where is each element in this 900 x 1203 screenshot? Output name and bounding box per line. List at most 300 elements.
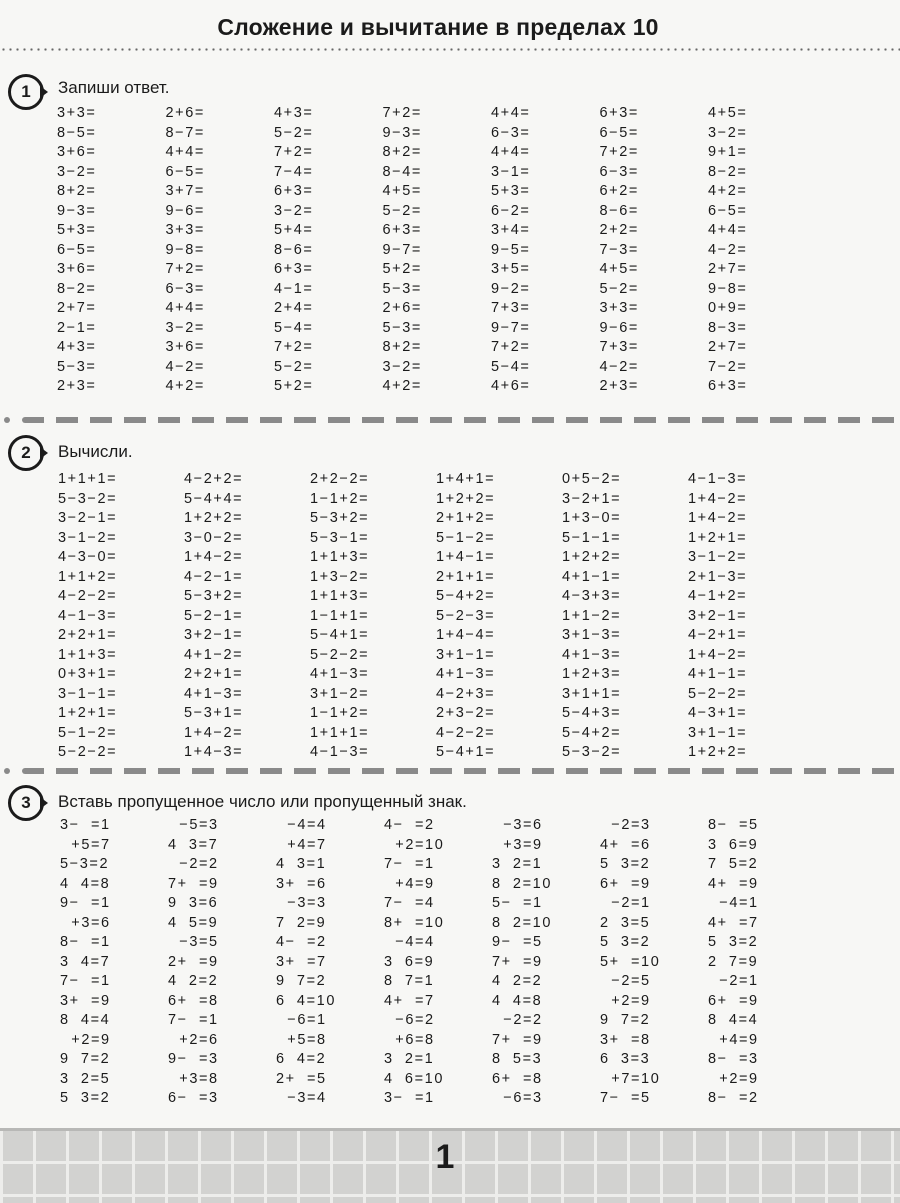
exercise: 5−4+2= bbox=[562, 724, 622, 741]
exercise: 9−3= bbox=[57, 202, 97, 219]
exercise: 5 3=2 bbox=[708, 934, 759, 950]
exercise: 3 2=5 bbox=[60, 1070, 111, 1087]
exercise: 2+3= bbox=[57, 378, 97, 394]
exercise: 9−8= bbox=[165, 241, 205, 258]
exercise: 6 3=3 bbox=[600, 1051, 651, 1067]
exercise: 8+2= bbox=[382, 144, 422, 160]
exercise: 1+4−4= bbox=[436, 627, 496, 643]
exercise: 3+1−1= bbox=[436, 646, 496, 663]
exercise: 4 3=1 bbox=[276, 856, 327, 872]
exercise: 6 4=10 bbox=[276, 992, 336, 1009]
exercise: 3+ =6 bbox=[276, 875, 327, 892]
exercise: 4−2−1= bbox=[184, 568, 244, 585]
exercise: 2+1+2= bbox=[436, 510, 496, 526]
exercise: 3 6=9 bbox=[384, 953, 435, 970]
exercise: 3−1−1= bbox=[58, 685, 118, 702]
exercise: 1+2+2= bbox=[436, 490, 496, 507]
exercise: 1+4−2= bbox=[184, 724, 244, 741]
exercise: 4−1+2= bbox=[688, 588, 748, 604]
exercise: −2=2 bbox=[168, 856, 219, 872]
exercise: 6 4=2 bbox=[276, 1051, 327, 1067]
exercise: 8− =1 bbox=[60, 934, 111, 950]
exercise: 1+2+2= bbox=[688, 744, 748, 760]
exercise: −6=1 bbox=[276, 1012, 327, 1028]
exercise: 2+ =5 bbox=[276, 1070, 327, 1087]
exercise: 4+1−2= bbox=[184, 646, 244, 663]
exercise: 4+6= bbox=[491, 378, 531, 394]
exercise: 3+5= bbox=[491, 261, 531, 277]
exercise: 4−1−3= bbox=[58, 607, 118, 624]
exercise: 5+4= bbox=[274, 222, 314, 238]
exercise: 1−1+2= bbox=[310, 705, 370, 721]
exercise: 2+2+1= bbox=[184, 666, 244, 682]
exercise: 5−4= bbox=[491, 358, 531, 375]
exercise: 2+7= bbox=[57, 300, 97, 316]
exercise: 6+ =8 bbox=[168, 992, 219, 1009]
exercise: 3− =1 bbox=[60, 817, 111, 833]
exercise: 8−4= bbox=[382, 163, 422, 180]
exercise: −3=4 bbox=[276, 1090, 327, 1106]
exercise: 9−6= bbox=[165, 202, 205, 219]
exercise: 3+2−1= bbox=[184, 627, 244, 643]
exercise: 7 5=2 bbox=[708, 856, 759, 872]
exercise: 5−2−3= bbox=[436, 607, 496, 624]
exercise: 6+ =8 bbox=[492, 1070, 543, 1087]
exercise: 3−2= bbox=[274, 202, 314, 219]
task-1-instruction: Запиши ответ. bbox=[58, 78, 170, 97]
exercise: 3+6= bbox=[165, 339, 205, 355]
exercise: 2+1−3= bbox=[688, 568, 748, 585]
exercise: +5=7 bbox=[60, 836, 111, 853]
exercise: 3+1+1= bbox=[562, 685, 622, 702]
exercise: 3 2=1 bbox=[384, 1051, 435, 1067]
exercise: 3+3= bbox=[599, 300, 639, 316]
exercise: 4− =2 bbox=[384, 817, 435, 833]
exercise: 4+4= bbox=[165, 300, 205, 316]
exercise: 4+1−3= bbox=[436, 666, 496, 682]
exercise: 3−2= bbox=[57, 163, 97, 180]
exercise: 8 5=3 bbox=[492, 1051, 543, 1067]
exercise: 9− =3 bbox=[168, 1051, 219, 1067]
exercise: +2=9 bbox=[60, 1031, 111, 1048]
exercise: 4−1−3= bbox=[310, 744, 370, 760]
exercise: 3+6= bbox=[57, 261, 97, 277]
exercise: +2=9 bbox=[600, 992, 651, 1009]
exercise: 5+3= bbox=[491, 183, 531, 199]
exercise: 4−1−3= bbox=[688, 471, 748, 487]
task-2-exercise-grid bbox=[58, 470, 814, 763]
exercise: 5+3= bbox=[57, 222, 97, 238]
exercise: 7−3= bbox=[599, 241, 639, 258]
exercise: 3+1−2= bbox=[310, 685, 370, 702]
exercise: 4−2−2= bbox=[58, 588, 118, 604]
exercise: 7− =1 bbox=[168, 1012, 219, 1028]
exercise: 3−2−1= bbox=[58, 510, 118, 526]
exercise: 2+4= bbox=[274, 300, 314, 316]
exercise: 4+1−3= bbox=[562, 646, 622, 663]
section-divider bbox=[4, 768, 10, 774]
exercise: 4 4=8 bbox=[492, 992, 543, 1009]
exercise: 2+ =9 bbox=[168, 953, 219, 970]
exercise: 5−1−2= bbox=[58, 724, 118, 741]
exercise: 1+4−1= bbox=[436, 549, 496, 565]
exercise: 6−5= bbox=[57, 241, 97, 258]
exercise: 4 2=2 bbox=[492, 973, 543, 989]
exercise: 1+1+3= bbox=[58, 646, 118, 663]
exercise: 8−2= bbox=[708, 163, 748, 180]
exercise: +2=6 bbox=[168, 1031, 219, 1048]
exercise: 7 2=9 bbox=[276, 914, 327, 931]
exercise: 7+3= bbox=[599, 339, 639, 355]
page-number: 1 bbox=[435, 1138, 455, 1176]
exercise: +3=8 bbox=[168, 1070, 219, 1087]
exercise: 5−4+3= bbox=[562, 705, 622, 721]
exercise: 5−2= bbox=[599, 280, 639, 297]
exercise: 5+2= bbox=[274, 378, 314, 394]
exercise: 5−3=2 bbox=[60, 856, 110, 872]
exercise: 1+1+3= bbox=[310, 588, 370, 604]
exercise: 2+3= bbox=[599, 378, 639, 394]
exercise: 4−2−2= bbox=[436, 724, 496, 741]
exercise: 4+ =9 bbox=[708, 875, 759, 892]
exercise: 9 7=2 bbox=[60, 1051, 111, 1067]
exercise: 6−5= bbox=[599, 124, 639, 141]
exercise: 5−2−2= bbox=[310, 646, 370, 663]
exercise: 1−1+1= bbox=[310, 607, 370, 624]
exercise: 9−8= bbox=[708, 280, 748, 297]
task-2-number-badge: 2 bbox=[8, 435, 44, 471]
task-3-instruction: Вставь пропущенное число или пропущенный знак. bbox=[58, 792, 467, 811]
exercise: 3+1−3= bbox=[562, 627, 622, 643]
exercise: 3 2=1 bbox=[492, 856, 543, 872]
exercise: 8+ =10 bbox=[384, 914, 445, 931]
exercise: 5−2−2= bbox=[688, 685, 748, 702]
exercise: 3+ =7 bbox=[276, 953, 327, 970]
exercise: 4−1= bbox=[274, 280, 314, 297]
exercise: −2=5 bbox=[600, 973, 651, 989]
exercise: 6+2= bbox=[599, 183, 639, 199]
exercise: 4+4= bbox=[491, 144, 531, 160]
exercise: 2+6= bbox=[382, 300, 422, 316]
exercise: 5 3=2 bbox=[600, 856, 651, 872]
exercise: +4=9 bbox=[708, 1031, 759, 1048]
exercise: 7+2= bbox=[382, 105, 422, 121]
section-divider bbox=[22, 417, 898, 423]
exercise: 6−2= bbox=[491, 202, 531, 219]
exercise: 8− =3 bbox=[708, 1051, 759, 1067]
exercise: 8−2= bbox=[57, 280, 97, 297]
exercise: 6−5= bbox=[708, 202, 748, 219]
exercise: 4−2+3= bbox=[436, 685, 496, 702]
exercise: 1+4−3= bbox=[184, 744, 244, 760]
exercise: 4+4= bbox=[708, 222, 748, 238]
exercise: 5 3=2 bbox=[60, 1090, 111, 1106]
exercise: 4+1−3= bbox=[310, 666, 370, 682]
exercise: 5−4+4= bbox=[184, 490, 244, 507]
exercise: −6=3 bbox=[492, 1090, 543, 1106]
exercise: 7− =4 bbox=[384, 895, 435, 911]
exercise: 5−2= bbox=[382, 202, 422, 219]
exercise: 1+4+1= bbox=[436, 471, 496, 487]
exercise: 5−2−1= bbox=[184, 607, 244, 624]
exercise: 4 3=7 bbox=[168, 836, 219, 853]
exercise: 2+1+1= bbox=[436, 568, 496, 585]
exercise: 4+5= bbox=[599, 261, 639, 277]
exercise: 5−2−2= bbox=[58, 744, 118, 760]
exercise: 3 4=7 bbox=[60, 953, 111, 970]
exercise: 3−2= bbox=[382, 358, 422, 375]
exercise: 3−1= bbox=[491, 163, 531, 180]
exercise: 4 6=10 bbox=[384, 1070, 444, 1087]
exercise: 6+3= bbox=[274, 183, 314, 199]
exercise: 4−2= bbox=[708, 241, 748, 258]
exercise: 4−3−0= bbox=[58, 549, 118, 565]
exercise: −6=2 bbox=[384, 1012, 435, 1028]
task-3-number-badge: 3 bbox=[8, 785, 44, 821]
exercise: −2=1 bbox=[708, 973, 759, 989]
exercise: 4−2+2= bbox=[184, 471, 244, 487]
exercise: 7+2= bbox=[165, 261, 205, 277]
exercise: +5=8 bbox=[276, 1031, 327, 1048]
exercise: 5+2= bbox=[382, 261, 422, 277]
exercise: 8 4=4 bbox=[60, 1012, 111, 1028]
exercise: 6−3= bbox=[491, 124, 531, 141]
exercise: 5−3= bbox=[382, 280, 422, 297]
exercise: 3+2−1= bbox=[688, 607, 748, 624]
exercise: 4−2= bbox=[165, 358, 205, 375]
exercise: +7=10 bbox=[600, 1070, 661, 1087]
exercise: 4+5= bbox=[382, 183, 422, 199]
exercise: 5−2= bbox=[274, 124, 314, 141]
exercise: 1+1+3= bbox=[310, 549, 370, 565]
exercise: 2+2= bbox=[599, 222, 639, 238]
exercise: +4=7 bbox=[276, 836, 327, 853]
exercise: 2+3−2= bbox=[436, 705, 496, 721]
exercise: 6+3= bbox=[382, 222, 422, 238]
exercise: 4−3+3= bbox=[562, 588, 622, 604]
exercise: 1+4−2= bbox=[688, 510, 748, 526]
exercise: 4+1−1= bbox=[688, 666, 748, 682]
task-3-exercise-grid bbox=[60, 816, 816, 1109]
exercise: 6+3= bbox=[274, 261, 314, 277]
exercise: −5=3 bbox=[168, 817, 219, 833]
exercise: 4+3= bbox=[274, 105, 314, 121]
exercise: 5−2= bbox=[274, 358, 314, 375]
exercise: +6=8 bbox=[384, 1031, 435, 1048]
exercise: 6+3= bbox=[599, 105, 639, 121]
section-divider bbox=[22, 768, 898, 774]
exercise: 4 4=8 bbox=[60, 875, 111, 892]
exercise: 4−2= bbox=[599, 358, 639, 375]
exercise: 9 3=6 bbox=[168, 895, 219, 911]
exercise: 7+ =9 bbox=[168, 875, 219, 892]
exercise: −3=6 bbox=[492, 817, 543, 833]
exercise: 5−1−1= bbox=[562, 529, 622, 546]
exercise: 1+1−2= bbox=[562, 607, 622, 624]
exercise: 3+3= bbox=[57, 105, 97, 121]
exercise: −2=3 bbox=[600, 817, 651, 833]
exercise: 7+2= bbox=[274, 339, 314, 355]
exercise: 4+3= bbox=[57, 339, 97, 355]
exercise: 8−6= bbox=[274, 241, 314, 258]
exercise: 1+2+1= bbox=[58, 705, 118, 721]
exercise: 5−1−2= bbox=[436, 529, 496, 546]
exercise: 5−3−2= bbox=[562, 744, 622, 760]
exercise: 5−3+2= bbox=[310, 510, 370, 526]
exercise: 3+ =9 bbox=[60, 992, 111, 1009]
exercise: 2 3=5 bbox=[600, 914, 651, 931]
exercise: −3=5 bbox=[168, 934, 219, 950]
exercise: 4+2= bbox=[382, 378, 422, 394]
exercise: 1+2+2= bbox=[184, 510, 244, 526]
exercise: 7− =1 bbox=[384, 856, 435, 872]
exercise: 9−3= bbox=[382, 124, 422, 141]
exercise: 4− =2 bbox=[276, 934, 327, 950]
exercise: 8+2= bbox=[57, 183, 97, 199]
exercise: 5−3+2= bbox=[184, 588, 244, 604]
exercise: 1+4−2= bbox=[184, 549, 244, 565]
exercise: 7− =5 bbox=[600, 1090, 651, 1106]
exercise: 1+4−2= bbox=[688, 646, 748, 663]
exercise: 8+2= bbox=[382, 339, 422, 355]
exercise: 1−1+2= bbox=[310, 490, 370, 507]
exercise: 6−5= bbox=[165, 163, 205, 180]
exercise: 3+ =8 bbox=[600, 1031, 651, 1048]
exercise: 2+7= bbox=[708, 339, 748, 355]
exercise: 4−2+1= bbox=[688, 627, 748, 643]
exercise: 4+5= bbox=[708, 105, 748, 121]
exercise: 1+1+1= bbox=[310, 724, 370, 741]
exercise: 7+3= bbox=[491, 300, 531, 316]
exercise: −4=4 bbox=[384, 934, 435, 950]
exercise: 7+ =9 bbox=[492, 953, 543, 970]
exercise: −4=4 bbox=[276, 817, 327, 833]
exercise: 8− =2 bbox=[708, 1090, 759, 1106]
exercise: 6−3= bbox=[599, 163, 639, 180]
exercise: 4+ =6 bbox=[600, 836, 651, 853]
exercise: 8 7=1 bbox=[384, 973, 435, 989]
page-title: Сложение и вычитание в пределах 10 bbox=[217, 14, 659, 40]
exercise: 0+5−2= bbox=[562, 471, 622, 487]
exercise: 7− =1 bbox=[60, 973, 111, 989]
exercise: 7−2= bbox=[708, 358, 748, 375]
exercise: 5−4+1= bbox=[310, 627, 370, 643]
exercise: 4+1−3= bbox=[184, 685, 244, 702]
exercise: 7−4= bbox=[274, 163, 314, 180]
exercise: 5+ =10 bbox=[600, 953, 661, 970]
exercise: 7+2= bbox=[491, 339, 531, 355]
task-1-number-badge: 1 bbox=[8, 74, 44, 110]
exercise: 5−4+1= bbox=[436, 744, 496, 760]
exercise: 4+ =7 bbox=[708, 914, 759, 931]
exercise: 3+6= bbox=[57, 144, 97, 160]
exercise: 9−5= bbox=[491, 241, 531, 258]
exercise: +3=6 bbox=[60, 914, 111, 931]
exercise: 8−7= bbox=[165, 124, 205, 141]
exercise: 4+4= bbox=[165, 144, 205, 160]
exercise: 9 7=2 bbox=[600, 1012, 651, 1028]
exercise: 9−2= bbox=[491, 280, 531, 297]
title-divider bbox=[0, 48, 900, 51]
exercise: 5−3= bbox=[57, 358, 97, 375]
exercise: 3−0−2= bbox=[184, 529, 244, 546]
exercise: 7+ =9 bbox=[492, 1031, 543, 1048]
exercise: 3−2= bbox=[708, 124, 748, 141]
exercise: 2+2−2= bbox=[310, 471, 370, 487]
exercise: 9−7= bbox=[382, 241, 422, 258]
exercise: +2=9 bbox=[708, 1070, 759, 1087]
exercise: 8−5= bbox=[57, 124, 97, 141]
exercise: 4 2=2 bbox=[168, 973, 219, 989]
exercise: 1+1+2= bbox=[58, 568, 118, 585]
exercise: 5 3=2 bbox=[600, 934, 651, 950]
exercise: 2+2+1= bbox=[58, 627, 118, 643]
exercise: 2 7=9 bbox=[708, 953, 759, 970]
exercise: 0+3+1= bbox=[58, 666, 118, 682]
exercise: 4 5=9 bbox=[168, 914, 219, 931]
exercise: 8−6= bbox=[599, 202, 639, 219]
exercise: 3 6=9 bbox=[708, 836, 759, 853]
exercise: 2+6= bbox=[165, 105, 205, 121]
exercise: 1+4−2= bbox=[688, 490, 748, 507]
exercise: 3+4= bbox=[491, 222, 531, 238]
exercise: +4=9 bbox=[384, 875, 435, 892]
exercise: 1+2+1= bbox=[688, 529, 748, 546]
exercise: 6+3= bbox=[708, 378, 748, 394]
exercise: 4+4= bbox=[491, 105, 531, 121]
exercise: 4+2= bbox=[708, 183, 748, 199]
exercise: 4+2= bbox=[165, 378, 205, 394]
exercise: 8 2=10 bbox=[492, 875, 552, 892]
exercise: 5−4+2= bbox=[436, 588, 496, 604]
task-2-instruction: Вычисли. bbox=[58, 442, 133, 461]
exercise: 4+ =7 bbox=[384, 992, 435, 1009]
exercise: 4+1−1= bbox=[562, 568, 622, 585]
exercise: 3− =1 bbox=[384, 1090, 435, 1106]
exercise: 1+2+2= bbox=[562, 549, 622, 565]
exercise: 4−3+1= bbox=[688, 705, 748, 721]
exercise: 1+1+1= bbox=[58, 471, 118, 487]
exercise: 8− =5 bbox=[708, 817, 759, 833]
exercise: 9− =5 bbox=[492, 934, 543, 950]
exercise: +2=10 bbox=[384, 836, 445, 853]
exercise: 2+7= bbox=[708, 261, 748, 277]
exercise: −3=3 bbox=[276, 895, 327, 911]
exercise: 3+3= bbox=[165, 222, 205, 238]
exercise: 5− =1 bbox=[492, 895, 543, 911]
task-1-exercise-grid bbox=[57, 104, 817, 397]
exercise: 8 2=10 bbox=[492, 914, 552, 931]
exercise: 3−1−2= bbox=[688, 549, 748, 565]
exercise: 9−7= bbox=[491, 319, 531, 336]
section-divider bbox=[4, 417, 10, 423]
exercise: 6+ =9 bbox=[600, 875, 651, 892]
exercise: 6−3= bbox=[165, 280, 205, 297]
exercise: 9−6= bbox=[599, 319, 639, 336]
exercise: −2=2 bbox=[492, 1012, 543, 1028]
exercise: 5−3−1= bbox=[310, 529, 370, 546]
exercise: 5−3−2= bbox=[58, 490, 118, 507]
exercise: −4=1 bbox=[708, 895, 759, 911]
exercise: 6− =3 bbox=[168, 1090, 219, 1106]
exercise: 9 7=2 bbox=[276, 973, 327, 989]
exercise: 3−1−2= bbox=[58, 529, 118, 546]
exercise: 1+2+3= bbox=[562, 666, 622, 682]
exercise: 7+2= bbox=[599, 144, 639, 160]
exercise: +3=9 bbox=[492, 836, 543, 853]
exercise: 1+3−0= bbox=[562, 510, 622, 526]
exercise: 3+7= bbox=[165, 183, 205, 199]
